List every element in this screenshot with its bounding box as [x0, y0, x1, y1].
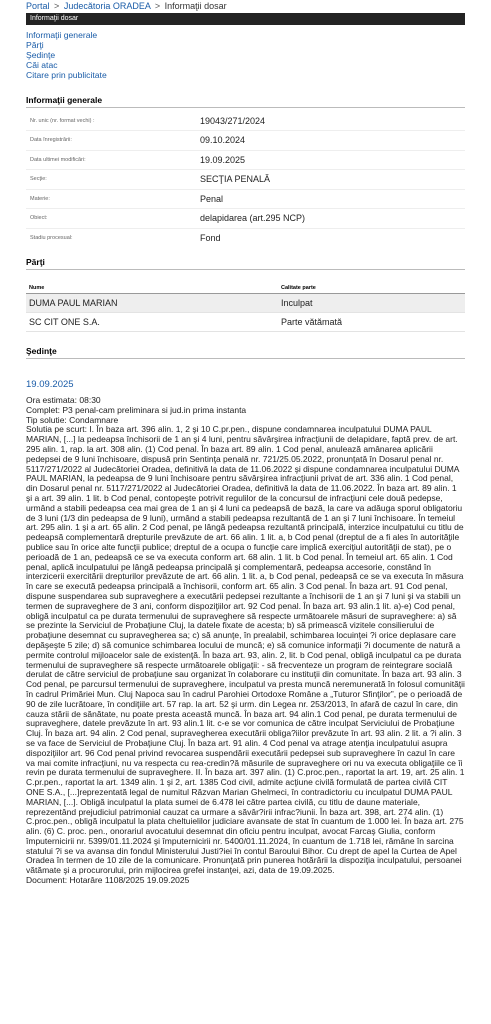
field-label: Nr. unic (nr. format vechi) :	[30, 117, 95, 124]
general-info-row	[26, 170, 465, 190]
general-info-row	[26, 112, 465, 132]
breadcrumb-court-link[interactable]: Judecătoria ORADEA	[63, 1, 151, 11]
breadcrumb	[0, 0, 491, 13]
nav-link-appeals[interactable]: Căi atac	[26, 59, 58, 70]
table-row	[26, 313, 465, 332]
column-header-role: Calitate parte	[281, 284, 316, 291]
parties-table	[0, 282, 491, 332]
section-value: SECŢIA PENALĂ	[200, 174, 271, 185]
solution-type: Tip solutie: Condamnare	[26, 414, 119, 425]
general-info-row	[26, 131, 465, 151]
general-info-row	[26, 190, 465, 210]
parties-heading: Părţi	[26, 257, 465, 270]
matter-value: Penal	[200, 193, 224, 204]
party-role: Parte vătămată	[281, 317, 343, 328]
hearing-details	[26, 396, 465, 886]
party-role: Inculpat	[281, 298, 313, 309]
general-info-row	[26, 209, 465, 229]
registration-date-value: 09.10.2024	[200, 135, 246, 146]
party-name: SC CIT ONE S.A.	[29, 317, 100, 328]
general-info-table	[0, 112, 491, 248]
case-number-value: 19043/271/2024	[200, 115, 266, 126]
nav-link-hearings[interactable]: Şedinţe	[26, 49, 56, 60]
last-modified-value: 19.09.2025	[200, 154, 246, 165]
parties-table-header	[26, 282, 465, 294]
general-info-row	[26, 151, 465, 171]
field-label: Obiect:	[30, 215, 48, 222]
party-name: DUMA PAUL MARIAN	[29, 298, 118, 309]
field-label: Data înregistrării:	[30, 137, 72, 144]
table-row	[26, 294, 465, 313]
nav-link-parties[interactable]: Părţi	[26, 39, 44, 50]
general-info-row	[26, 229, 465, 248]
general-info-heading: Informaţii generale	[26, 95, 465, 108]
breadcrumb-separator: >	[154, 1, 161, 11]
hearing-time: Ora estimata: 08:30	[26, 395, 101, 406]
nav-link-public-summons[interactable]: Citare prin publicitate	[26, 69, 107, 80]
hearing-date: 19.09.2025	[26, 379, 74, 391]
case-info-header-bar: Informaţii dosar	[26, 13, 465, 25]
hearing-panel: Complet: P3 penal-cam preliminara si jud.in prima instanta	[26, 404, 247, 415]
hearing-document: Document: Hotarâre 1108/2025 19.09.2025	[26, 875, 190, 886]
hearings-heading: Şedinţe	[26, 346, 465, 359]
procedural-stage-value: Fond	[200, 232, 221, 243]
breadcrumb-portal-link[interactable]: Portal	[26, 1, 50, 11]
nav-link-general-info[interactable]: Informaţii generale	[26, 30, 98, 40]
solution-summary: Solutia pe scurt: I. În baza art. 396 alin. 1, 2 şi 10 C.pr.pen., dispune condamnarea inculpatului DUMA PAUL MARIAN, [...] la pedeapsa închisorii de 1 an şi 4 luni, pentru săvârşirea infracţiunii de delapidare, faptă prev. de art. 295 alin. 1, rap. la art. 308 alin. (1) Cod penal. În baza art. 89 alin. 1 Cod penal, anulează amânarea aplicării pedepsei de 9 luni închisoare, dispusă prin Sentinţa penală nr. 721/25.05.2022, pronunţată în Dosarul penal nr. 5117/271/2022 al Judecătoriei Oradea, definitivă la data de 11.06.2022 şi dispune condamnarea inculpatului DUMA PAUL MARIAN, la pedeapsa de 9 luni închisoare pentru săvârşirea infracţiunii privat de art. 336 alin. 1 Cod penal, din Dosarul penal nr. 5117/271/2022 al Judecătoriei Oradea, definitivă la data de 11.06.2022. În baza art. 89 alin. 1 şi a art. 39 alin. 1 lit. b Cod penal, contopeşte potrivit regulilor de la concursul de infracţiuni cele două pedepse, urmând a stabili pedeapsa cea mai grea de 1 an şi 4 luni ca pedeapsă de bază, la care va adăuga sporul obligatoriu de 3 luni (1/3 din pedeapsa de 9 luni), urmând a stabili pedeapsa rezultantă de 1 an şi 7 luni închisoare. În temeiul art. 295 alin. 1 şi a art. 65 alin. 2 Cod penal, pe lângă pedeapsa rezultantă principală, interzice inculpatului cu titlu de pedeapsă complementară drepturile prevăzute de art. 66 alin. 1 lit. a, b Cod penal (dreptul de a fi ales în autorităţile publice sau în orice alte funcţii publice; dreptul de a ocupa o funcţie care implică exerciţiul autorităţii de stat), pe o perioadă de 1 an, pedeapsă ce se va executa conform art. 68 alin. 1 lit. b Cod penal. În temeiul art. 65 alin. 1 Cod penal, aplică inculpatului pe lângă pedeapsa principală şi complementară, pedeapsa accesorie, constând în interzicerii exercitării drepturilor prevăzute de art. 66 alin. 1 lit. a, b Cod penal, pedeapsă ce se va executa în măsura în care se execută pedeapsa principală a închisorii, conform art. 65 alin. 3 Cod penal. În baza art. 91 Cod penal, dispune suspendarea sub supraveghere a executării pedepsei rezultante a închisorii de 1 an şi 7 luni şi va stabili un termen de supraveghere de 3 ani, conform dispoziţiilor art. 92 Cod penal. În baza art. 93 alin.1 lit. a)-e) Cod penal, obligă inculpatul ca pe durata termenului de supraveghere să respecte următoarele măsuri de supraveghere: a) să se prezinte la Serviciul de Probaţiune Cluj, la datele fixate de acesta; b) să primească vizitele consilierului de probaţiune desemnat cu supravegherea sa; c) să anunţe, în prealabil, schimbarea locuinţei ?i orice deplasare care depăşeşte 5 zile; d) să comunice schimbarea locului de muncă; e) să comunice informaţii ?i documente de natură a permite controlul mijloacelor sale de existenţă. În baza art. 93, alin. 2, lit. b Cod penal, obligă inculpatul ca pe durata termenului de supraveghere să respecte următoarele obligaţii: - să frecventeze un program de reintegrare socială derulat de către serviciul de probaţiune sau organizat în colaborare cu instituţii din comunitate. În baza art. 93 alin. 3 Cod penal, pe parcursul termenului de supraveghere, inculpatul va presta muncă neremunerată în folosul comunităţii în cadrul Primăriei Mun. Cluj Napoca sau în cadrul Parohiei Ortodoxe Române a „Tuturor Sfinţilor”, pe o perioadă de 90 de zile lucrătoare, în condiţiile art. 57 rap. la art. 52 şi urm. din Legea nr. 253/2013, în afară de cazul în care, din cauza stării de sănătate, nu poate presta această muncă. În baza art. 94 alin.1 Cod penal, pe durata termenului de supraveghere, datele prevăzute în art. 93 alin.1 lit. c-e se vor comunica de către inculpat Serviciului de Probaţiune Cluj. În baza art. 94 alin. 2 Cod penal, supravegherea executării obliga?iilor prevăzute în art. 93 alin. 2 lit. a ?i alin. 3 se va face de Serviciul de Probaţiune Cluj. În baza art. 91 alin. 4 Cod penal va atrage atenţia inculpatului asupra dispoziţiilor art. 96 Cod penal privind revocarea suspendării executării pedepsei sub supraveghere în cazul în care va mai comite infracţiuni, nu va respecta cu rea-credin?ă măsurile de supraveghere ori nu va executa obligaţiile ce îi revin pe durata termenului de supraveghere. II. În baza art. 397 alin. (1) C.proc.pen., raportat la art. 19, art. 25 alin. 1 C.pr.pen., raportat la art. 1349 alin. 1 şi 2, art. 1385 Cod civil, admite acţiune civilă formulată de partea civilă CIT ONE S.A., [...]reprezentată legal de numitul Răzvan Marian Ghelmeci, în contradictoriu cu inculpatul DUMA PAUL MARIAN, [...]. Obligă inculpatul la plata sumei de 6.478 lei către partea civilă, cu titlu de daune materiale, reprezentând prejudiciul patrimonial cauzat ca urmare a săvâr?irii infrac?iunii. În baza art. 398, art. 274 alin. (1) C.proc.pen., obligă inculpatul la plata cheltuielilor judiciare avansate de stat în cuantum de 1.000 lei. În baza art. 275 alin. (6) C. proc. pen., onorariul avocatului desemnat din oficiu pentru inculpat, avocat Farcaş Giulia, conform împuternicirii nr. 5399/01.11.2024 şi împuternicirii nr. 5400/01.11.2024, în cuantum de 1.718 lei, rămâne în sarcina statului ?i se va avansa din fondul Ministerului Justi?iei în contul Baroului Bihor. Cu drept de apel la Curtea de Apel Oradea în termen de 10 zile de la comunicare. Pronunţată prin punerea hotărârii la dispoziţia inculpatului, persoanei vătămate şi a procurorului, prin mijlocirea grefei instanţei, azi, data de 19.09.2025.	[26, 424, 465, 876]
column-header-name: Nume	[29, 284, 45, 291]
field-label: Materie:	[30, 195, 50, 202]
field-label: Stadiu procesual:	[30, 234, 73, 241]
section-nav	[26, 31, 465, 81]
breadcrumb-separator: >	[54, 1, 60, 11]
field-label: Secţie:	[30, 176, 47, 183]
field-label: Data ultimei modificări:	[30, 156, 86, 163]
object-value: delapidarea (art.295 NCP)	[200, 213, 306, 224]
breadcrumb-current: Informaţii dosar	[164, 1, 227, 11]
